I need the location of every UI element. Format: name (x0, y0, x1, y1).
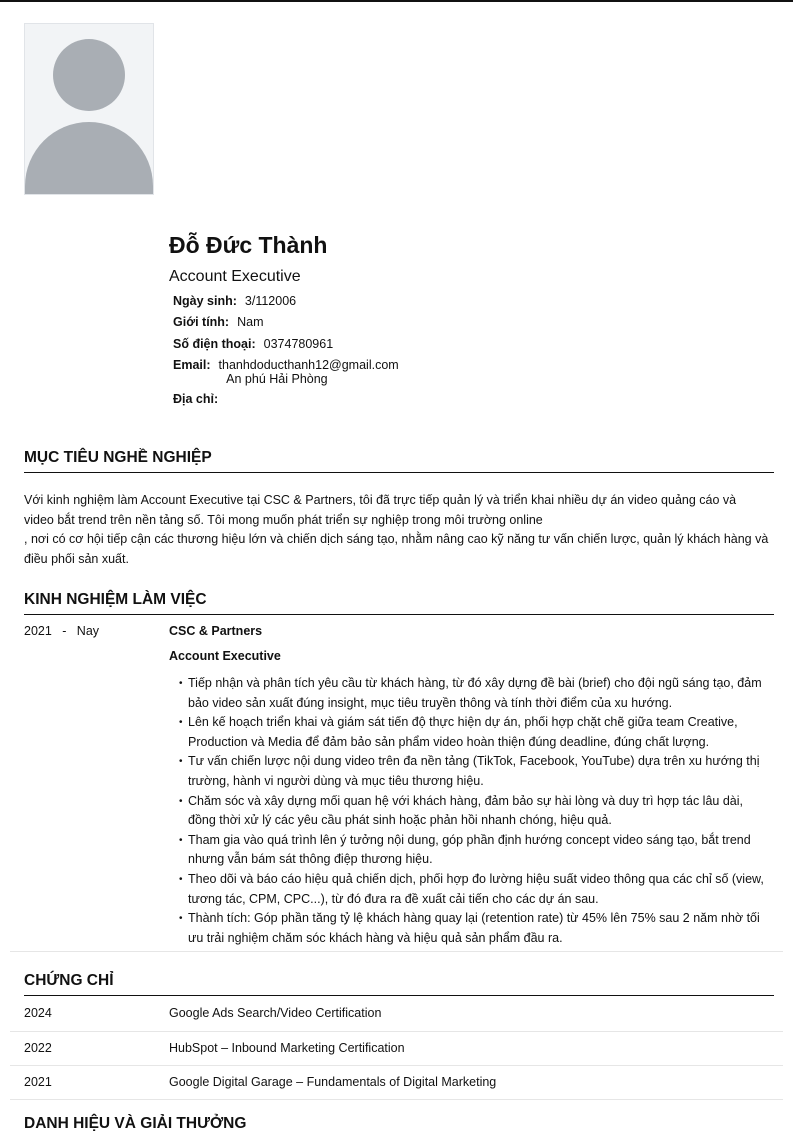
avatar-body-shape (25, 122, 153, 195)
info-label: Giới tính: (173, 315, 230, 330)
section-title-certificates: CHỨNG CHỈ (24, 972, 774, 996)
list-item: • Tư vấn chiến lược nội dung video trên đa nền tảng (TikTok, Facebook, YouTube) dựa trên xu hướng thị trường, hành vi người dùng và mục tiêu thương hiệu. (169, 752, 769, 791)
list-item: • Thành tích: Góp phần tăng tỷ lệ khách hàng quay lại (retention rate) từ 45% lên 75% sau 2 năm nhờ tối ưu trải nghiệm chăm sóc khách hàng và hiệu quả sản phẩm đầu ra. (169, 909, 769, 948)
objective-paragraph: , nơi có cơ hội tiếp cận các thương hiệu lớn và chiến dịch sáng tạo, nhằm nâng cao kỹ năng tư vấn chiến lược, quản lý khách hàng và điều phối sản xuất. (24, 532, 769, 566)
avatar (24, 23, 154, 195)
experience-company: CSC & Partners (169, 624, 263, 638)
list-item: • Tham gia vào quá trình lên ý tưởng nội dung, góp phần định hướng concept video sáng tạo, bắt trend nhưng vẫn bám sát thông điệp thương hiệu. (169, 831, 769, 870)
info-value: thanhdoducthanh12@gmail.com (218, 358, 399, 373)
certificate-year: 2024 (24, 1006, 52, 1020)
certificate-name: Google Ads Search/Video Certification (169, 1006, 382, 1020)
list-item: • Lên kế hoạch triển khai và giám sát tiến độ thực hiện dự án, phối hợp chặt chẽ giữa team Creative, Production và Media để đảm bảo sản phẩm video hoàn thiện đúng deadline, đúng chất lượng. (169, 713, 769, 752)
experience-period: 2021 - Nay (24, 624, 100, 638)
divider (10, 1099, 783, 1100)
list-item: • Theo dõi và báo cáo hiệu quả chiến dịch, phối hợp đo lường hiệu suất video thông qua các chỉ số (view, tương tác, CPM, CPC...), từ đó đưa ra đề xuất cải tiến cho các dự án sau. (169, 870, 769, 909)
experience-bullets (169, 674, 769, 948)
info-value: Nam (237, 315, 264, 330)
info-label: Ngày sinh: (173, 293, 237, 308)
section-title-awards: DANH HIỆU VÀ GIẢI THƯỞNG (24, 1115, 247, 1132)
info-row-gender (173, 312, 399, 334)
list-item: • Tiếp nhận và phân tích yêu cầu từ khách hàng, từ đó xây dựng đề bài (brief) cho đội ngũ sáng tạo, đảm bảo video sản xuất đúng insight, mục tiêu truyền thông và tính thời điểm của xu hướng. (169, 674, 769, 713)
candidate-name: Đỗ Đức Thành (169, 232, 328, 258)
info-value: 0374780961 (263, 336, 334, 351)
certificate-name: HubSpot – Inbound Marketing Certification (169, 1041, 405, 1055)
info-row-address (173, 372, 399, 406)
info-value: 3/112006 (244, 293, 297, 308)
certificate-year: 2021 (24, 1075, 52, 1089)
divider (10, 1031, 783, 1032)
objective-text (24, 491, 769, 569)
info-value: An phú Hải Phòng (226, 372, 328, 386)
certificate-year: 2022 (24, 1041, 52, 1055)
experience-position: Account Executive (169, 649, 281, 663)
divider (10, 951, 783, 952)
info-label: Số điện thoại: (173, 336, 256, 351)
info-label: Email: (173, 358, 211, 373)
divider (10, 1065, 783, 1066)
candidate-title: Account Executive (169, 268, 301, 285)
info-row-dob (173, 290, 399, 312)
certificate-name: Google Digital Garage – Fundamentals of Digital Marketing (169, 1075, 497, 1089)
section-title-experience: KINH NGHIỆM LÀM VIỆC (24, 591, 774, 615)
objective-paragraph: Với kinh nghiệm làm Account Executive tại CSC & Partners, tôi đã trực tiếp quản lý và triển khai nhiều dự án video quảng cáo và video bắt trend trên nền tảng số. Tôi mong muốn phát triển sự nghiệp trong môi trường online (24, 493, 737, 527)
list-item: • Chăm sóc và xây dựng mối quan hệ với khách hàng, đảm bảo sự hài lòng và duy trì hợp tác lâu dài, đồng thời xử lý các yêu cầu phát sinh hoặc phản hồi nhanh chóng, hiệu quả. (169, 792, 769, 831)
avatar-head-shape (53, 39, 125, 111)
contact-info (173, 290, 399, 406)
info-label: Địa chỉ: (173, 392, 219, 406)
info-row-phone (173, 333, 399, 355)
section-title-objective: MỤC TIÊU NGHỀ NGHIỆP (24, 449, 774, 473)
